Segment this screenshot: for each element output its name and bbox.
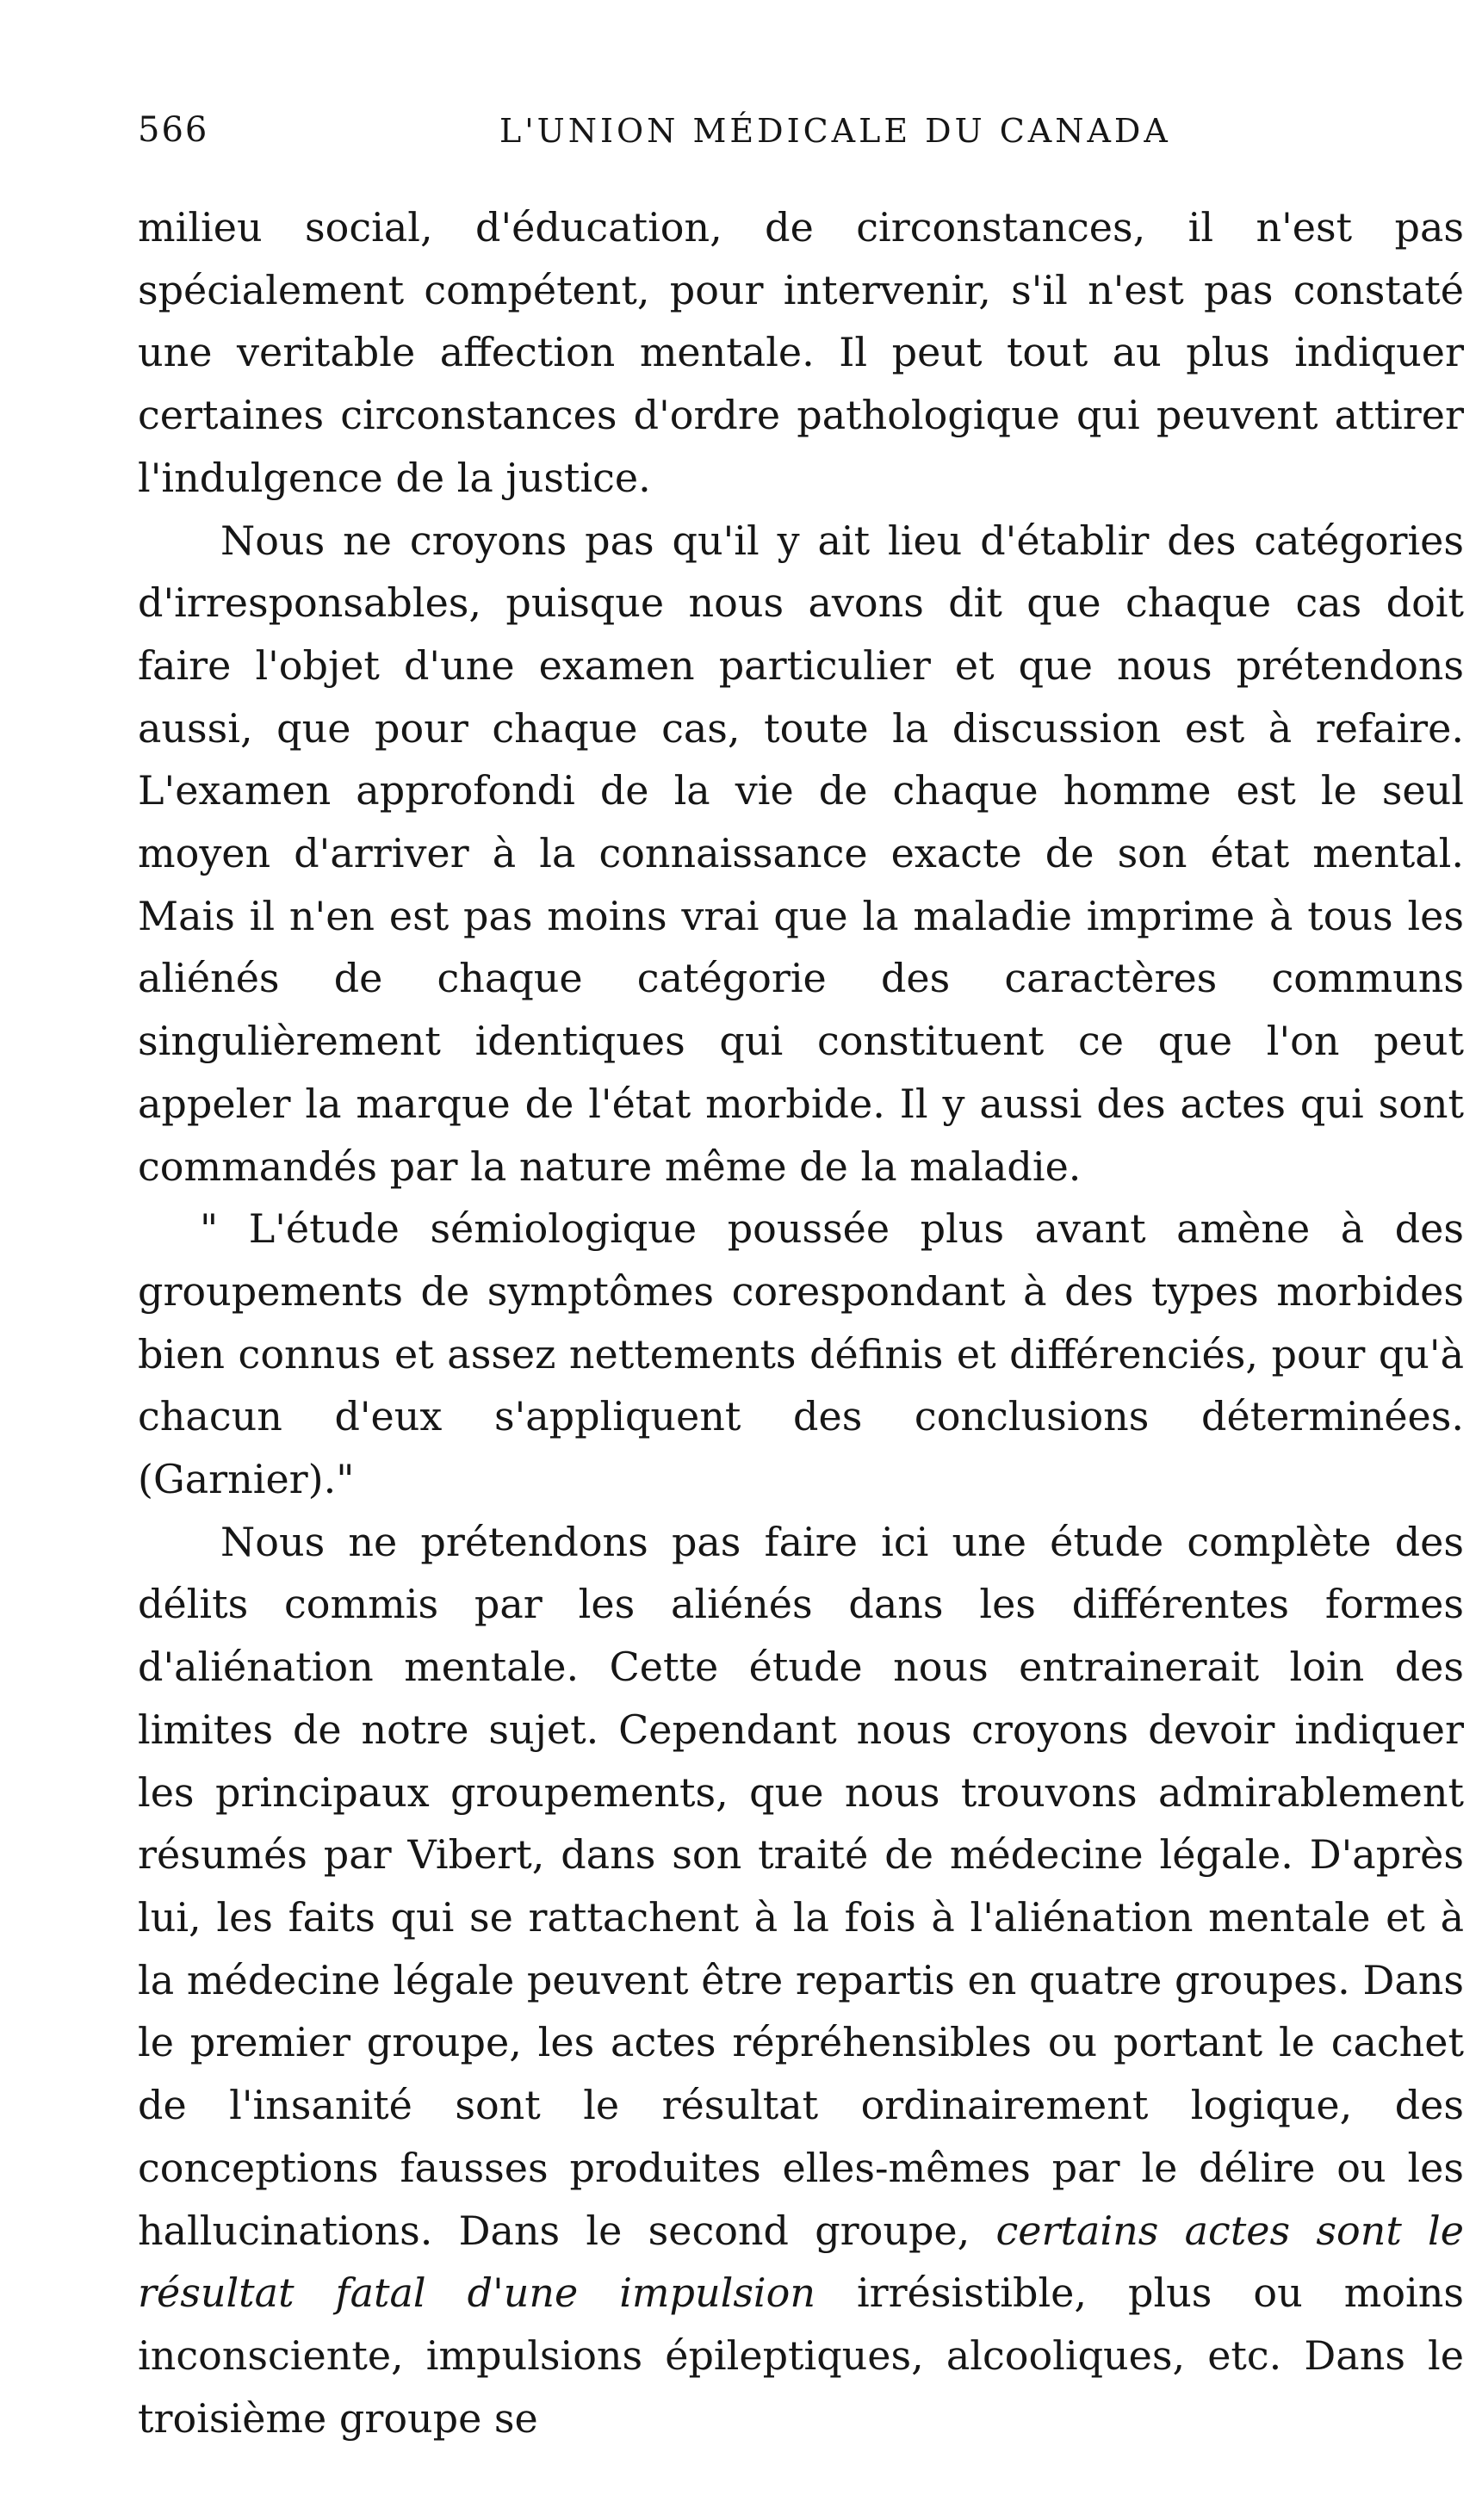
- paragraph-text-segment: Nous ne prétendons pas faire ici une étude complète des délits commis par les aliénés dans les différentes formes d'aliénation mentale. Cette étude nous entrainerait loin des limites de notre sujet. Cependant nous croyons devoir indiquer les principaux groupements, que nous trouvons admirablement résumés par Vibert, dans son traité de médecine légale. D'après lui, les faits qui se rattachent à la fois à l'aliénation mentale et à la médecine légale peuvent être repartis en quatre groupes. Dans le premier groupe, les actes répréhensibles ou portant le cachet de l'insanité sont le résultat ordinairement logique, des conceptions fausses produites elles-mêmes par le délire ou les hallucinations. Dans le second groupe,: [138, 1518, 1464, 2254]
- italic-emphasis: certains actes sont le résultat fatal d'une impulsion: [138, 2207, 1464, 2317]
- body-text: [138, 196, 1464, 2449]
- journal-title: L'UNION MÉDICALE DU CANADA: [499, 112, 1171, 150]
- page-number: 566: [138, 110, 209, 150]
- paragraph-vibert-groupements: [138, 1511, 1464, 2450]
- paragraph-text-segment: irrésistible, plus ou moins inconsciente, impulsions épileptiques, alcooliques, etc. Dans le troisième groupe se: [138, 2269, 1464, 2442]
- paragraph-continuation: milieu social, d'éducation, de circonstances, il n'est pas spécialement compétent, pour intervenir, s'il n'est pas constaté une veritable affection mentale. Il peut tout au plus indiquer certaines circonstances d'ordre pathologique qui peuvent attirer l'indulgence de la justice.: [138, 204, 1464, 501]
- running-head: [138, 110, 1464, 162]
- paragraph-irresponsables: Nous ne croyons pas qu'il y ait lieu d'établir des catégories d'irresponsables, puisque nous avons dit que chaque cas doit faire l'objet d'une examen particulier et que nous prétendons aussi, que pour chaque cas, toute la discussion est à refaire. L'examen approfondi de la vie de chaque homme est le seul moyen d'arriver à la connaissance exacte de son état mental. Mais il n'en est pas moins vrai que la maladie imprime à tous les aliénés de chaque catégorie des caractères communs singulièrement identiques qui constituent ce que l'on peut appeler la marque de l'état morbide. Il y aussi des actes qui sont commandés par la nature même de la maladie.: [138, 517, 1464, 1190]
- paragraph-garnier-quote: " L'étude sémiologique poussée plus avant amène à des groupements de symptômes corespondant à des types morbides bien connus et assez nettements définis et différenciés, pour qu'à chacun d'eux s'appliquent des conclusions déterminées. (Garnier).": [138, 1205, 1464, 1503]
